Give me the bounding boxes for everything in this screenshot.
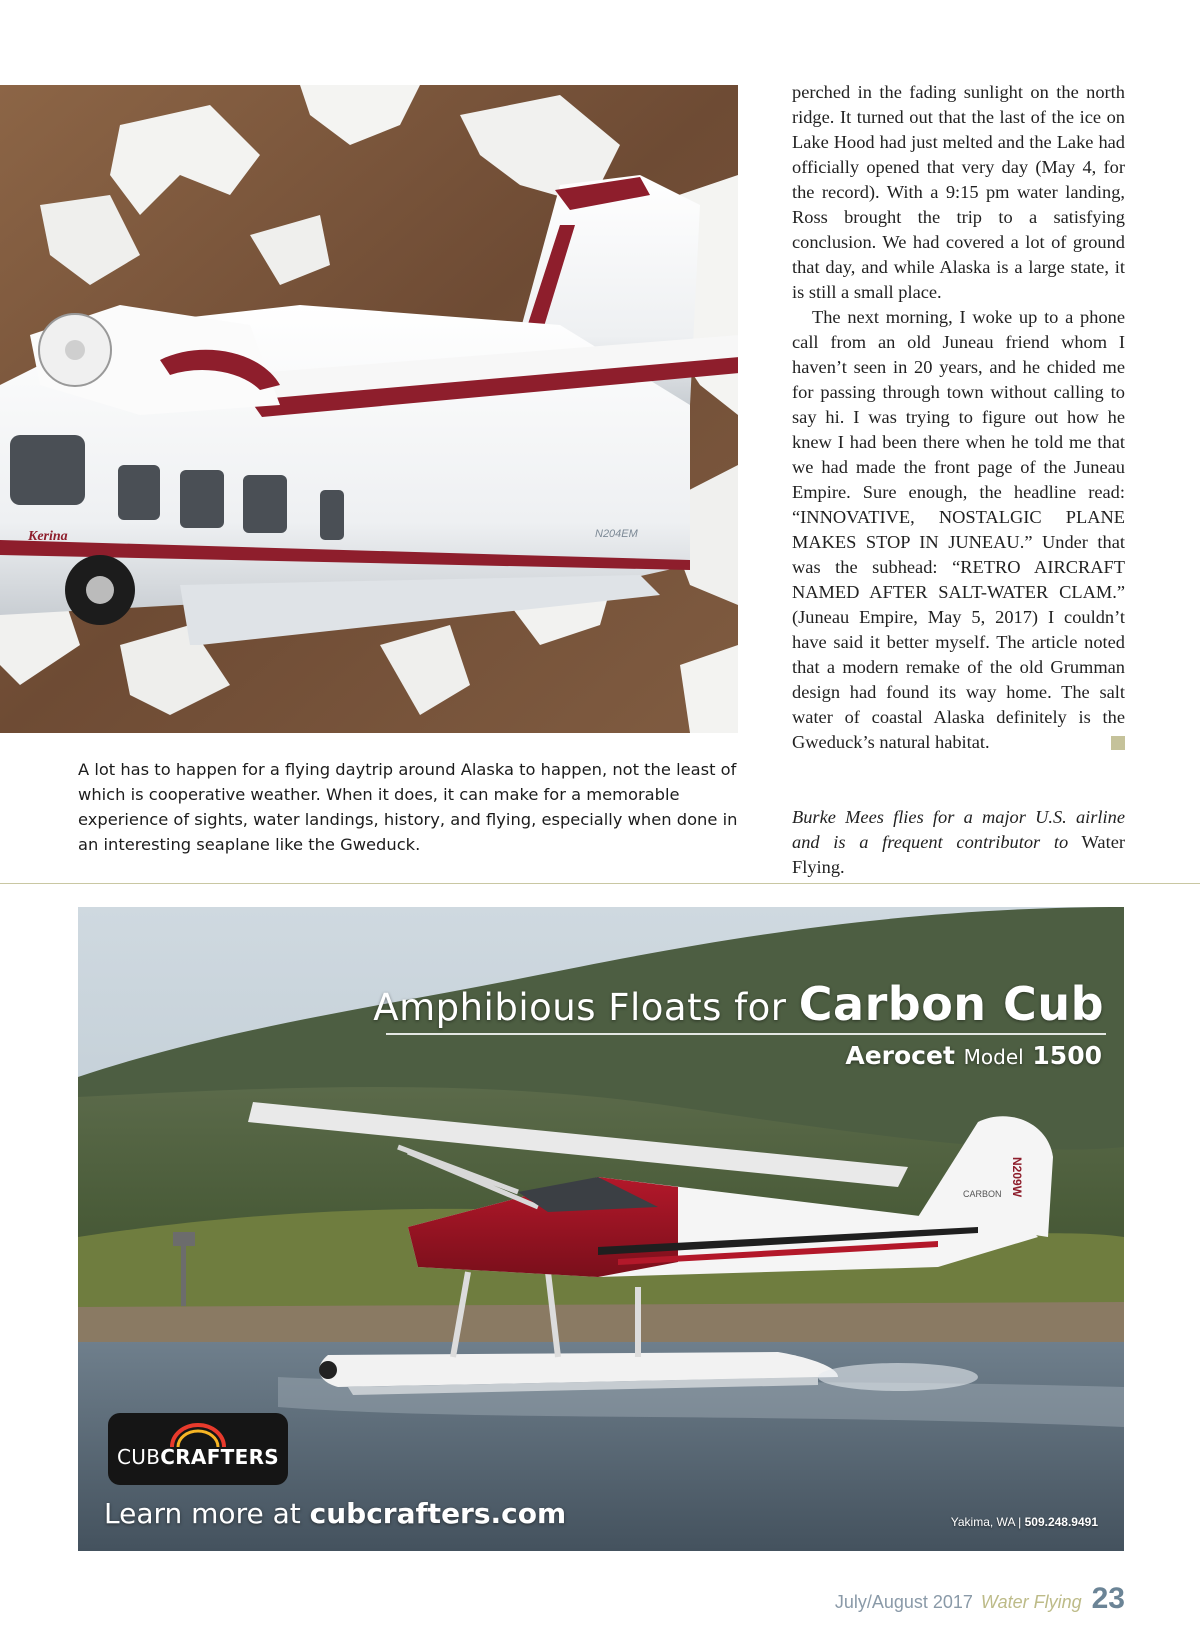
article-paragraph-2-text: The next morning, I woke up to a phone call from an old Juneau friend whom I haven’t seen in 20 years, and he chided me for passing through town without calling to say hi. I was trying to figure out how he knew I had been there when he told me that we had made the front page of the Juneau Empire. Sure enough, the headline read: “INNOVATIVE, NOSTALGIC PLANE MAKES STOP IN JUNEAU.” Under that was the subhead: “RETRO AIRCRAFT NAMED AFTER SALT-WATER CLAM.” (Juneau Empire, May 5, 2017) I couldn’t have said it better myself. The article noted that a modern remake of the old Grumman design had found its way home. The salt water of coastal Alaska definitely is the Gweduck’s natural habitat. [792, 307, 1125, 752]
ad-aircraft-registration: N209W [1010, 1157, 1024, 1198]
logo-text-light: CUB [117, 1445, 161, 1469]
footer-magazine: Water Flying [980, 1592, 1082, 1612]
aircraft-registration-label: N204EM [595, 528, 638, 540]
ad-cta-link[interactable]: cubcrafters.com [309, 1497, 567, 1530]
ad-sub-model-number: 1500 [1032, 1041, 1102, 1070]
ad-sub-model-word: Model [963, 1045, 1024, 1069]
page-footer [835, 1582, 1125, 1616]
author-bio [792, 805, 1125, 880]
ad-subheadline [845, 1041, 1102, 1070]
ad-contact-info [951, 1515, 1098, 1529]
ad-headline [373, 977, 1104, 1031]
cubcrafters-logo[interactable] [108, 1413, 288, 1485]
article-column [792, 80, 1125, 755]
ad-phone: 509.248.9491 [1024, 1515, 1098, 1529]
page-number: 23 [1091, 1582, 1125, 1615]
cubcrafters-logo-arc-icon [168, 1423, 228, 1449]
article-paragraph-2 [792, 305, 1125, 755]
footer-issue: July/August 2017 [834, 1592, 973, 1612]
ad-contact-separator: | [1018, 1515, 1022, 1529]
gweduck-photo [0, 85, 738, 733]
article-paragraph-1: perched in the fading sunlight on the north ridge. It turned out that the last of the ice on Lake Hood had just melted and the Lake had officially opened that very day (May 4, for the record). With a 9:15 pm water landing, Ross brought the trip to a satisfying conclusion. We had covered a lot of ground that day, and while Alaska is a large state, it is still a small place. [792, 82, 1125, 302]
aircraft-name-label: Kerina [28, 529, 68, 544]
ad-sub-brand: Aerocet [845, 1041, 955, 1070]
author-bio-magazine: Water Flying. [792, 832, 1125, 877]
ad-headline-rule [386, 1033, 1106, 1035]
ad-headline-light: Amphibious Floats for [373, 986, 799, 1029]
photo-caption: A lot has to happen for a flying daytrip around Alaska to happen, not the least of which is cooperative weather. When it does, it can make for a memorable experience of sights, water landings, history, and flying, especially when done in an interesting seaplane like the Gweduck. [78, 760, 738, 854]
logo-text-bold: CRAFTERS [160, 1445, 279, 1469]
cubcrafters-advertisement[interactable] [78, 907, 1124, 1551]
ad-headline-bold: Carbon Cub [798, 977, 1104, 1031]
ad-location: Yakima, WA [950, 1515, 1015, 1529]
author-bio-text: Burke Mees flies for a major U.S. airline and is a frequent contributor to [792, 807, 1125, 852]
section-divider [0, 883, 1200, 884]
gweduck-photo-art [0, 85, 738, 733]
end-of-article-mark [1111, 736, 1125, 750]
tail-logo-label: CARBON [963, 1189, 1002, 1199]
ad-cta-light: Learn more at [104, 1497, 310, 1530]
ad-cta[interactable] [104, 1497, 566, 1530]
